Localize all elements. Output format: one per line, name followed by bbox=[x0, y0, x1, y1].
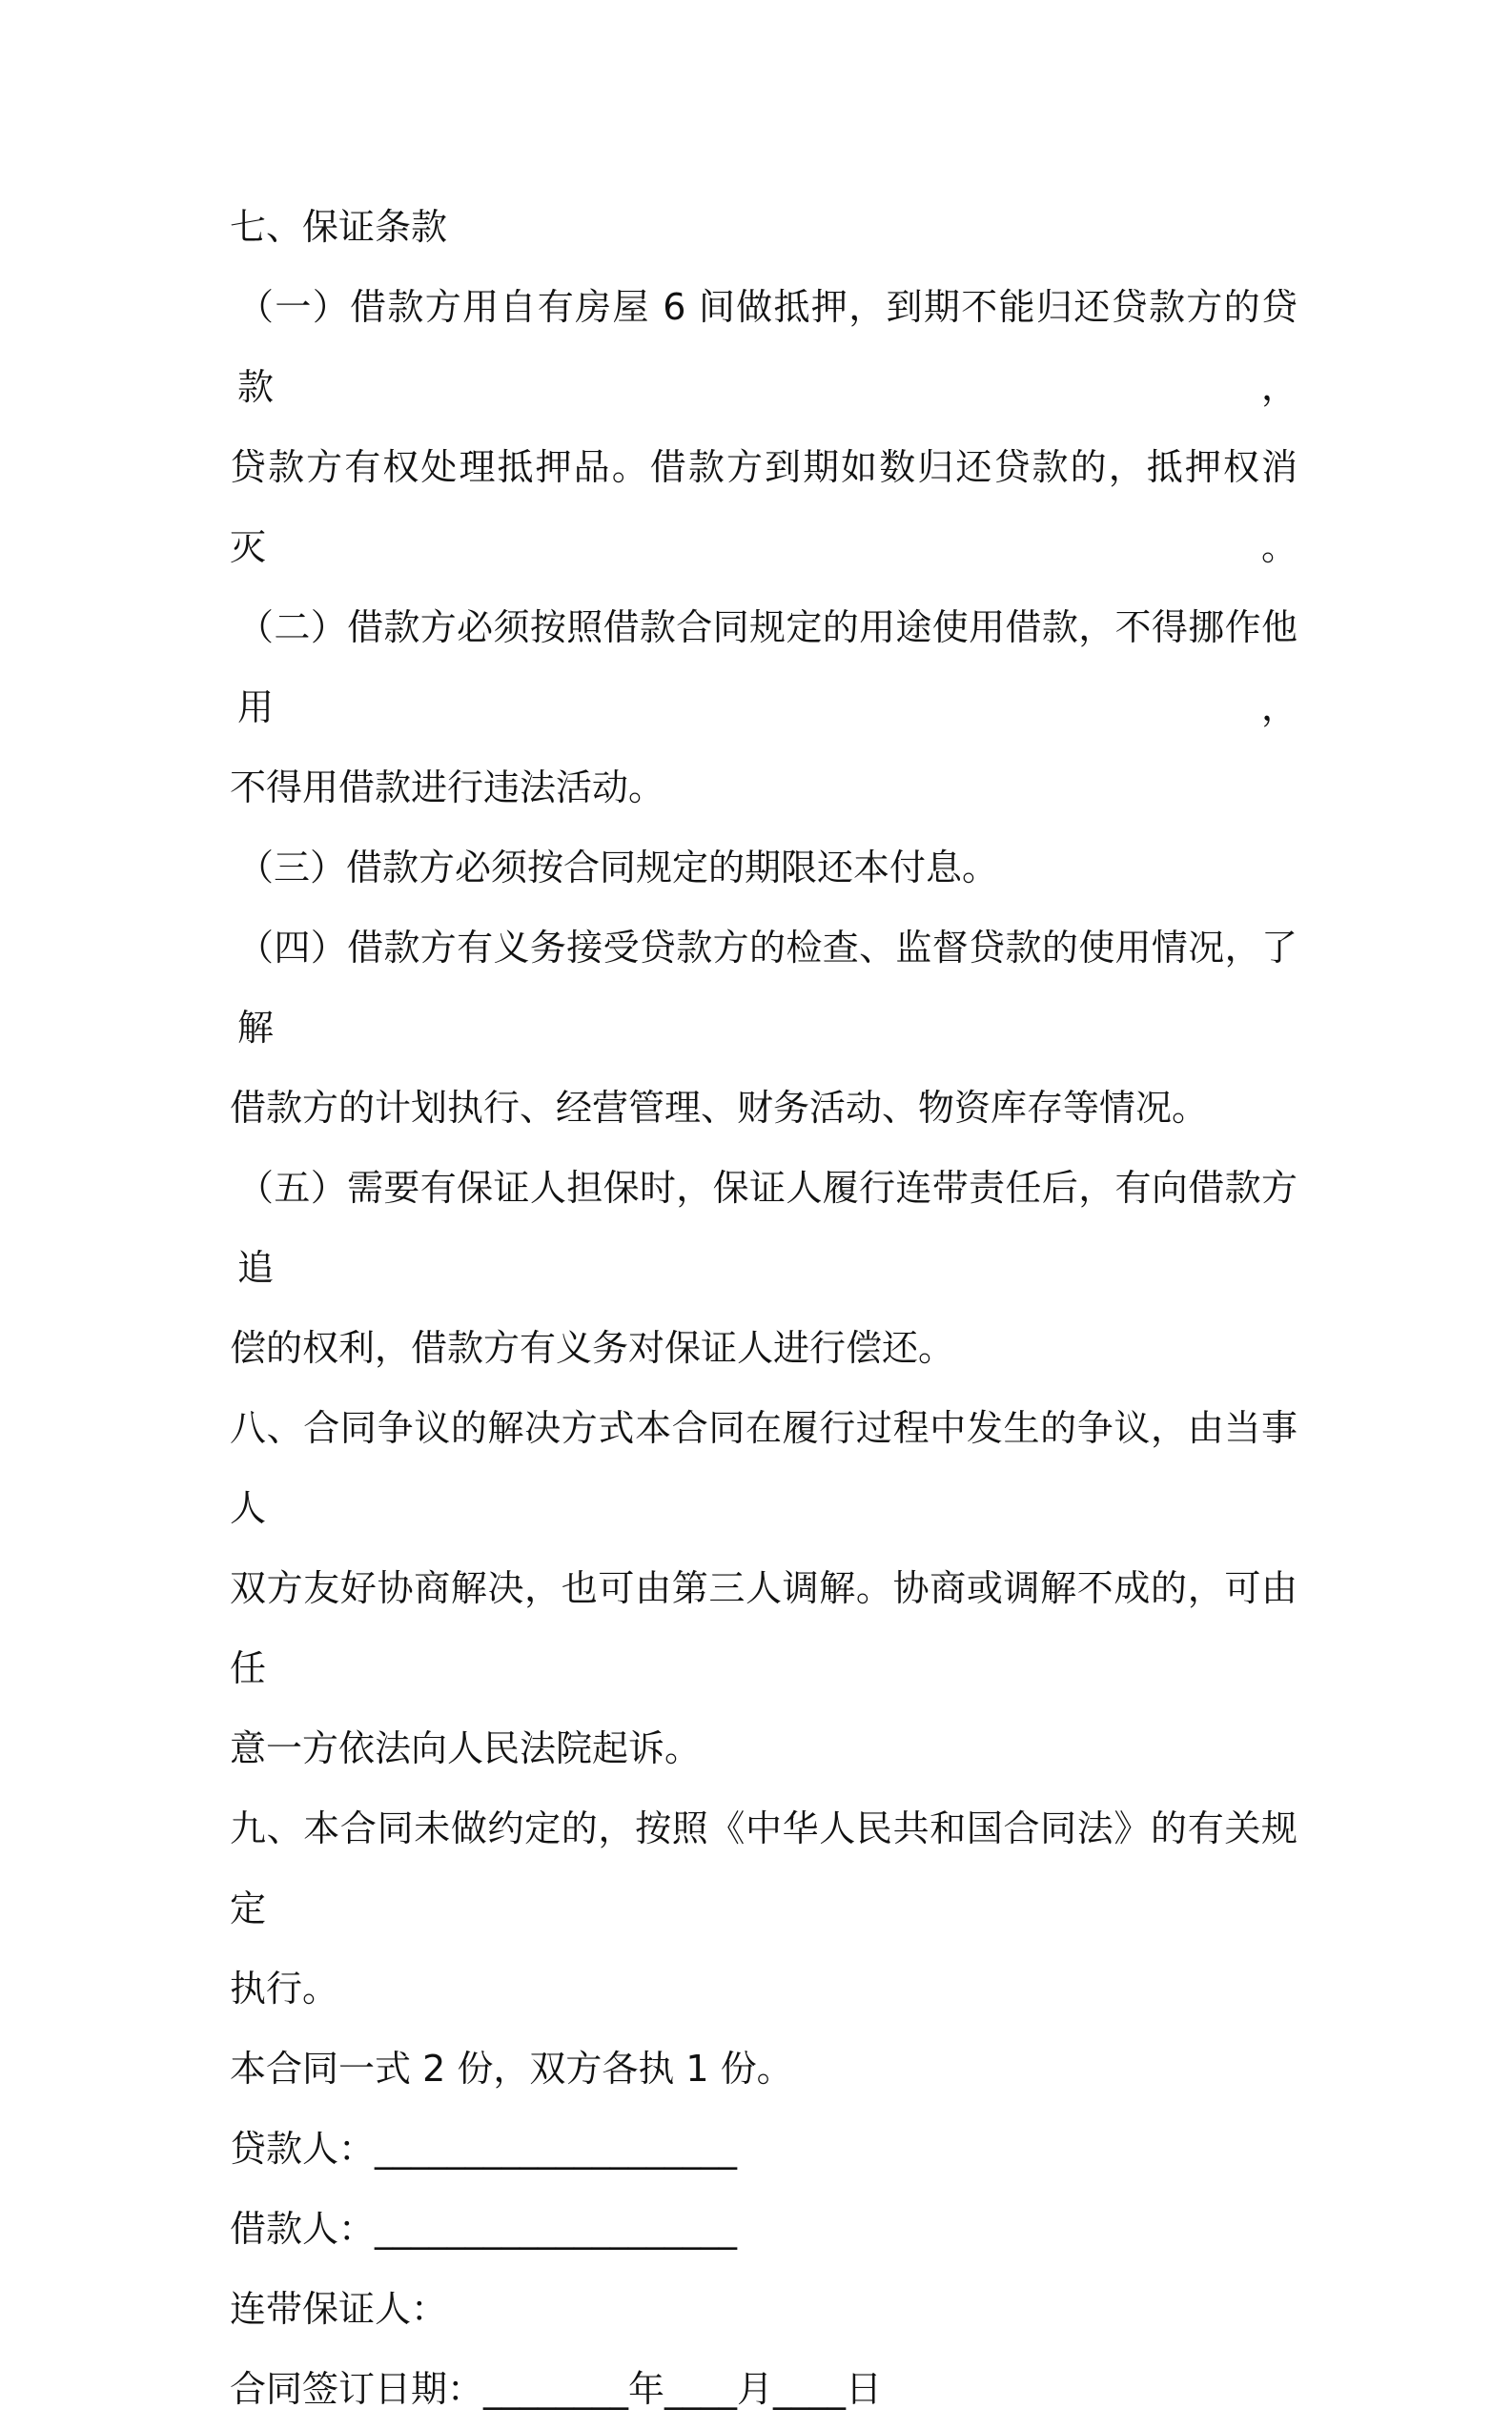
copies-statement: 本合同一式 2 份，双方各执 1 份。 bbox=[230, 2048, 793, 2090]
guarantor-signature-line: 连带保证人： bbox=[230, 2288, 448, 2330]
section-9-line-2: 执行。 bbox=[230, 1968, 339, 2010]
lender-signature-line: 贷款人：____________________ bbox=[230, 2128, 738, 2170]
borrower-signature-line: 借款人：____________________ bbox=[230, 2208, 738, 2250]
clause-2-line-1: （二）借款方必须按照借款合同规定的用途使用借款，不得挪作他用， bbox=[237, 606, 1297, 728]
section-8-line-3: 意一方依法向人民法院起诉。 bbox=[230, 1727, 702, 1769]
clause-4-line-1: （四）借款方有义务接受贷款方的检查、监督贷款的使用情况，了解 bbox=[237, 927, 1297, 1049]
contract-text bbox=[230, 187, 1297, 2429]
section-9-line-1: 九、本合同未做约定的，按照《中华人民共和国合同法》的有关规定 bbox=[230, 1807, 1297, 1929]
clause-1-line-2: 贷款方有权处理抵押品。借款方到期如数归还贷款的，抵押权消灭。 bbox=[230, 446, 1297, 568]
signing-date-line: 合同签订日期：________年____月____日 bbox=[230, 2368, 883, 2410]
section-heading-guarantee: 七、保证条款 bbox=[230, 206, 448, 248]
section-8-line-1: 八、合同争议的解决方式本合同在履行过程中发生的争议，由当事人 bbox=[230, 1407, 1297, 1529]
clause-2-line-2: 不得用借款进行违法活动。 bbox=[230, 766, 665, 808]
clause-3-line-1: （三）借款方必须按合同规定的期限还本付息。 bbox=[237, 847, 999, 888]
clause-1-line-1: （一）借款方用自有房屋 6 间做抵押，到期不能归还贷款方的贷款， bbox=[237, 286, 1297, 408]
clause-5-line-1: （五）需要有保证人担保时，保证人履行连带责任后，有向借款方追 bbox=[237, 1167, 1297, 1289]
section-8-line-2: 双方友好协商解决，也可由第三人调解。协商或调解不成的，可由任 bbox=[230, 1567, 1297, 1689]
clause-5-line-2: 偿的权利，借款方有义务对保证人进行偿还。 bbox=[230, 1327, 955, 1369]
clause-4-line-2: 借款方的计划执行、经营管理、财务活动、物资库存等情况。 bbox=[230, 1087, 1209, 1129]
